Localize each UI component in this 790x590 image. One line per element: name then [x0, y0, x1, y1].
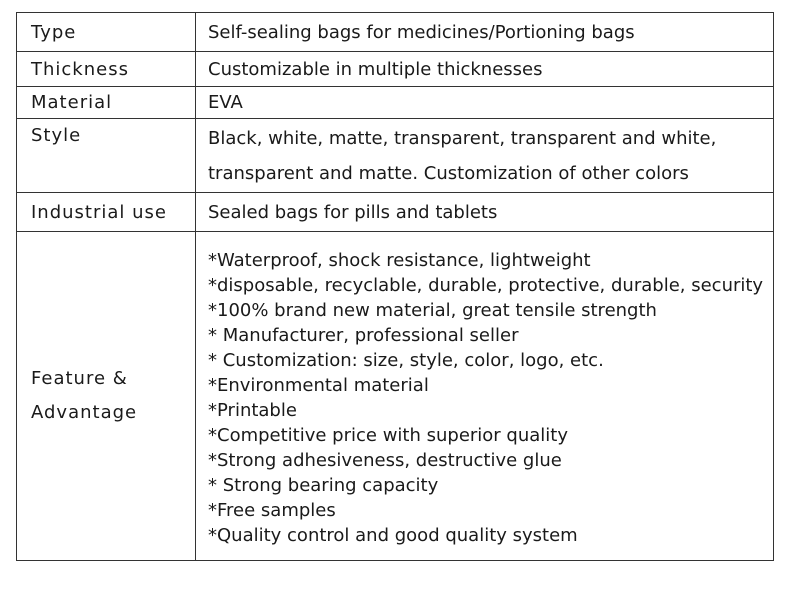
table-row [17, 193, 774, 232]
list-item: *Environmental material [208, 375, 429, 396]
list-item: *disposable, recyclable, durable, protective, durable, security [208, 275, 764, 296]
row-value-material: EVA [196, 87, 774, 119]
row-label-type: Type [17, 13, 196, 52]
list-item: *Free samples [208, 500, 336, 521]
list-item: * Strong bearing capacity [208, 475, 439, 496]
table-row [17, 52, 774, 87]
feature-list [208, 244, 773, 548]
list-item: *Strong adhesiveness, destructive glue [208, 450, 562, 471]
row-label-thickness: Thickness [17, 52, 196, 87]
row-label-style: Style [17, 119, 196, 193]
style-line-1: Black, white, matte, transparent, transparent and white, [208, 128, 717, 149]
spec-table [16, 12, 774, 561]
feature-label-line-1: Feature & [31, 368, 128, 389]
row-label-feature [17, 232, 196, 561]
table-row [17, 13, 774, 52]
list-item: * Manufacturer, professional seller [208, 325, 519, 346]
list-item: *Quality control and good quality system [208, 525, 578, 546]
list-item: *Competitive price with superior quality [208, 425, 569, 446]
table-row [17, 119, 774, 193]
row-value-feature [196, 232, 774, 561]
row-value-industrial-use: Sealed bags for pills and tablets [196, 193, 774, 232]
feature-label-line-2: Advantage [31, 402, 138, 423]
row-label-material: Material [17, 87, 196, 119]
table-row [17, 87, 774, 119]
style-line-2: transparent and matte. Customization of other colors [208, 163, 689, 184]
list-item: *Printable [208, 400, 297, 421]
row-label-industrial-use: Industrial use [17, 193, 196, 232]
list-item: *100% brand new material, great tensile strength [208, 300, 657, 321]
row-value-thickness: Customizable in multiple thicknesses [196, 52, 774, 87]
row-value-style [196, 119, 774, 193]
table-row [17, 232, 774, 561]
row-value-type: Self-sealing bags for medicines/Portioning bags [196, 13, 774, 52]
list-item: *Waterproof, shock resistance, lightweight [208, 250, 591, 271]
list-item: * Customization: size, style, color, logo, etc. [208, 350, 604, 371]
